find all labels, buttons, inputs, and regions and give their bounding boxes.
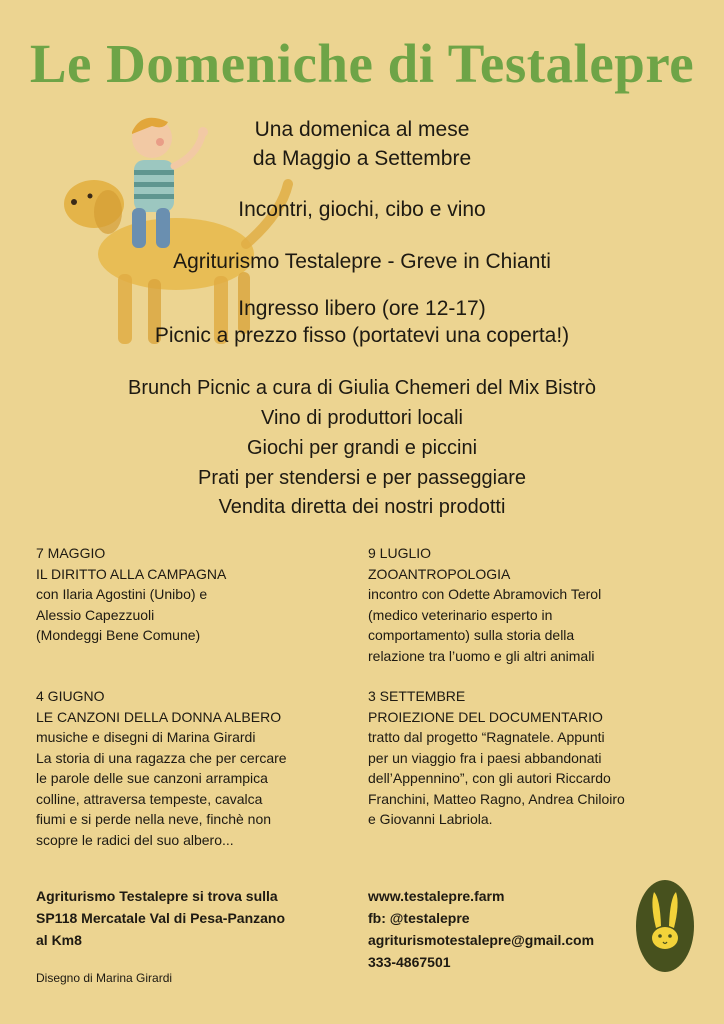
event-desc-line: e Giovanni Labriola. xyxy=(368,811,493,827)
event-desc-line: (Mondeggi Bene Comune) xyxy=(36,627,201,643)
event-desc-line: musiche e disegni di Marina Girardi xyxy=(36,729,256,745)
event-desc-line: relazione tra l’uomo e gli altri animali xyxy=(368,647,595,664)
event-title: PROIEZIONE DEL DOCUMENTARIO xyxy=(368,708,603,725)
event-desc-line: con Ilaria Agostini (Unibo) e xyxy=(36,586,208,602)
intro-activities: Incontri, giochi, cibo e vino xyxy=(238,198,486,221)
intro-period: da Maggio a Settembre xyxy=(252,147,472,170)
phone-number[interactable]: 333-4867501 xyxy=(368,954,451,970)
event-may xyxy=(36,543,356,646)
event-title: IL DIRITTO ALLA CAMPAGNA xyxy=(36,565,227,582)
intro-picnic: Picnic a prezzo fisso (portatevi una coperta!) xyxy=(154,324,570,347)
feature-item: Vendita diretta dei nostri prodotti xyxy=(218,496,506,518)
event-desc-line: Alessio Capezzuoli xyxy=(36,606,155,623)
intro-entry: Ingresso libero (ore 12-17) xyxy=(238,297,486,320)
intro-location: Agriturismo Testalepre - Greve in Chianti xyxy=(173,250,551,273)
event-title: LE CANZONI DELLA DONNA ALBERO xyxy=(36,708,282,725)
hare-head-icon xyxy=(636,880,694,972)
event-desc-line: (medico veterinario esperto in xyxy=(368,606,553,623)
event-desc-line: fiumi e si perde nella neve, finchè non xyxy=(36,811,272,827)
event-desc-line: scopre le radici del suo albero... xyxy=(36,831,234,848)
illustration-credit: Disegno di Marina Girardi xyxy=(36,971,173,985)
footer-contacts xyxy=(368,885,638,973)
event-desc-line: colline, attraversa tempeste, cavalca xyxy=(36,790,263,807)
event-desc-line: le parole delle sue canzoni arrampica xyxy=(36,770,268,786)
event-desc-line: dell’Appennino”, con gli autori Riccardo xyxy=(368,770,611,786)
event-june xyxy=(36,686,356,850)
event-date: 4 GIUGNO xyxy=(36,688,105,704)
feature-item: Vino di produttori locali xyxy=(261,407,463,429)
event-july xyxy=(368,543,698,666)
event-desc-line: per un viaggio fra i paesi abbandonati xyxy=(368,749,602,766)
event-desc-line: incontro con Odette Abramovich Terol xyxy=(368,586,602,602)
event-date: 3 SETTEMBRE xyxy=(368,688,466,704)
event-date: 7 MAGGIO xyxy=(36,545,106,561)
email-link[interactable]: agriturismotestalepre@gmail.com xyxy=(368,932,595,948)
location-line: al Km8 xyxy=(36,932,82,948)
event-september xyxy=(368,686,698,830)
event-desc-line: Franchini, Matteo Ragno, Andrea Chiloiro xyxy=(368,790,625,807)
event-date: 9 LUGLIO xyxy=(368,545,432,561)
feature-item: Prati per stendersi e per passeggiare xyxy=(198,467,526,489)
event-desc-line: La storia di una ragazza che per cercare xyxy=(36,749,287,766)
location-line: Agriturismo Testalepre si trova sulla xyxy=(36,888,278,904)
event-desc-line: tratto dal progetto “Ragnatele. Appunti xyxy=(368,729,605,745)
feature-item: Giochi per grandi e piccini xyxy=(246,437,478,459)
feature-item: Brunch Picnic a cura di Giulia Chemeri del Mix Bistrò xyxy=(128,377,596,399)
website-link[interactable]: www.testalepre.farm xyxy=(368,888,505,904)
event-title: ZOOANTROPOLOGIA xyxy=(368,565,511,582)
footer-location xyxy=(36,885,356,951)
intro-monthly: Una domenica al mese xyxy=(254,118,470,141)
event-desc-line: comportamento) sulla storia della xyxy=(368,627,575,643)
facebook-handle[interactable]: fb: @testalepre xyxy=(368,910,470,926)
location-line: SP118 Mercatale Val di Pesa-Panzano xyxy=(36,910,286,926)
poster-title: Le Domeniche di Testalepre xyxy=(29,33,695,94)
